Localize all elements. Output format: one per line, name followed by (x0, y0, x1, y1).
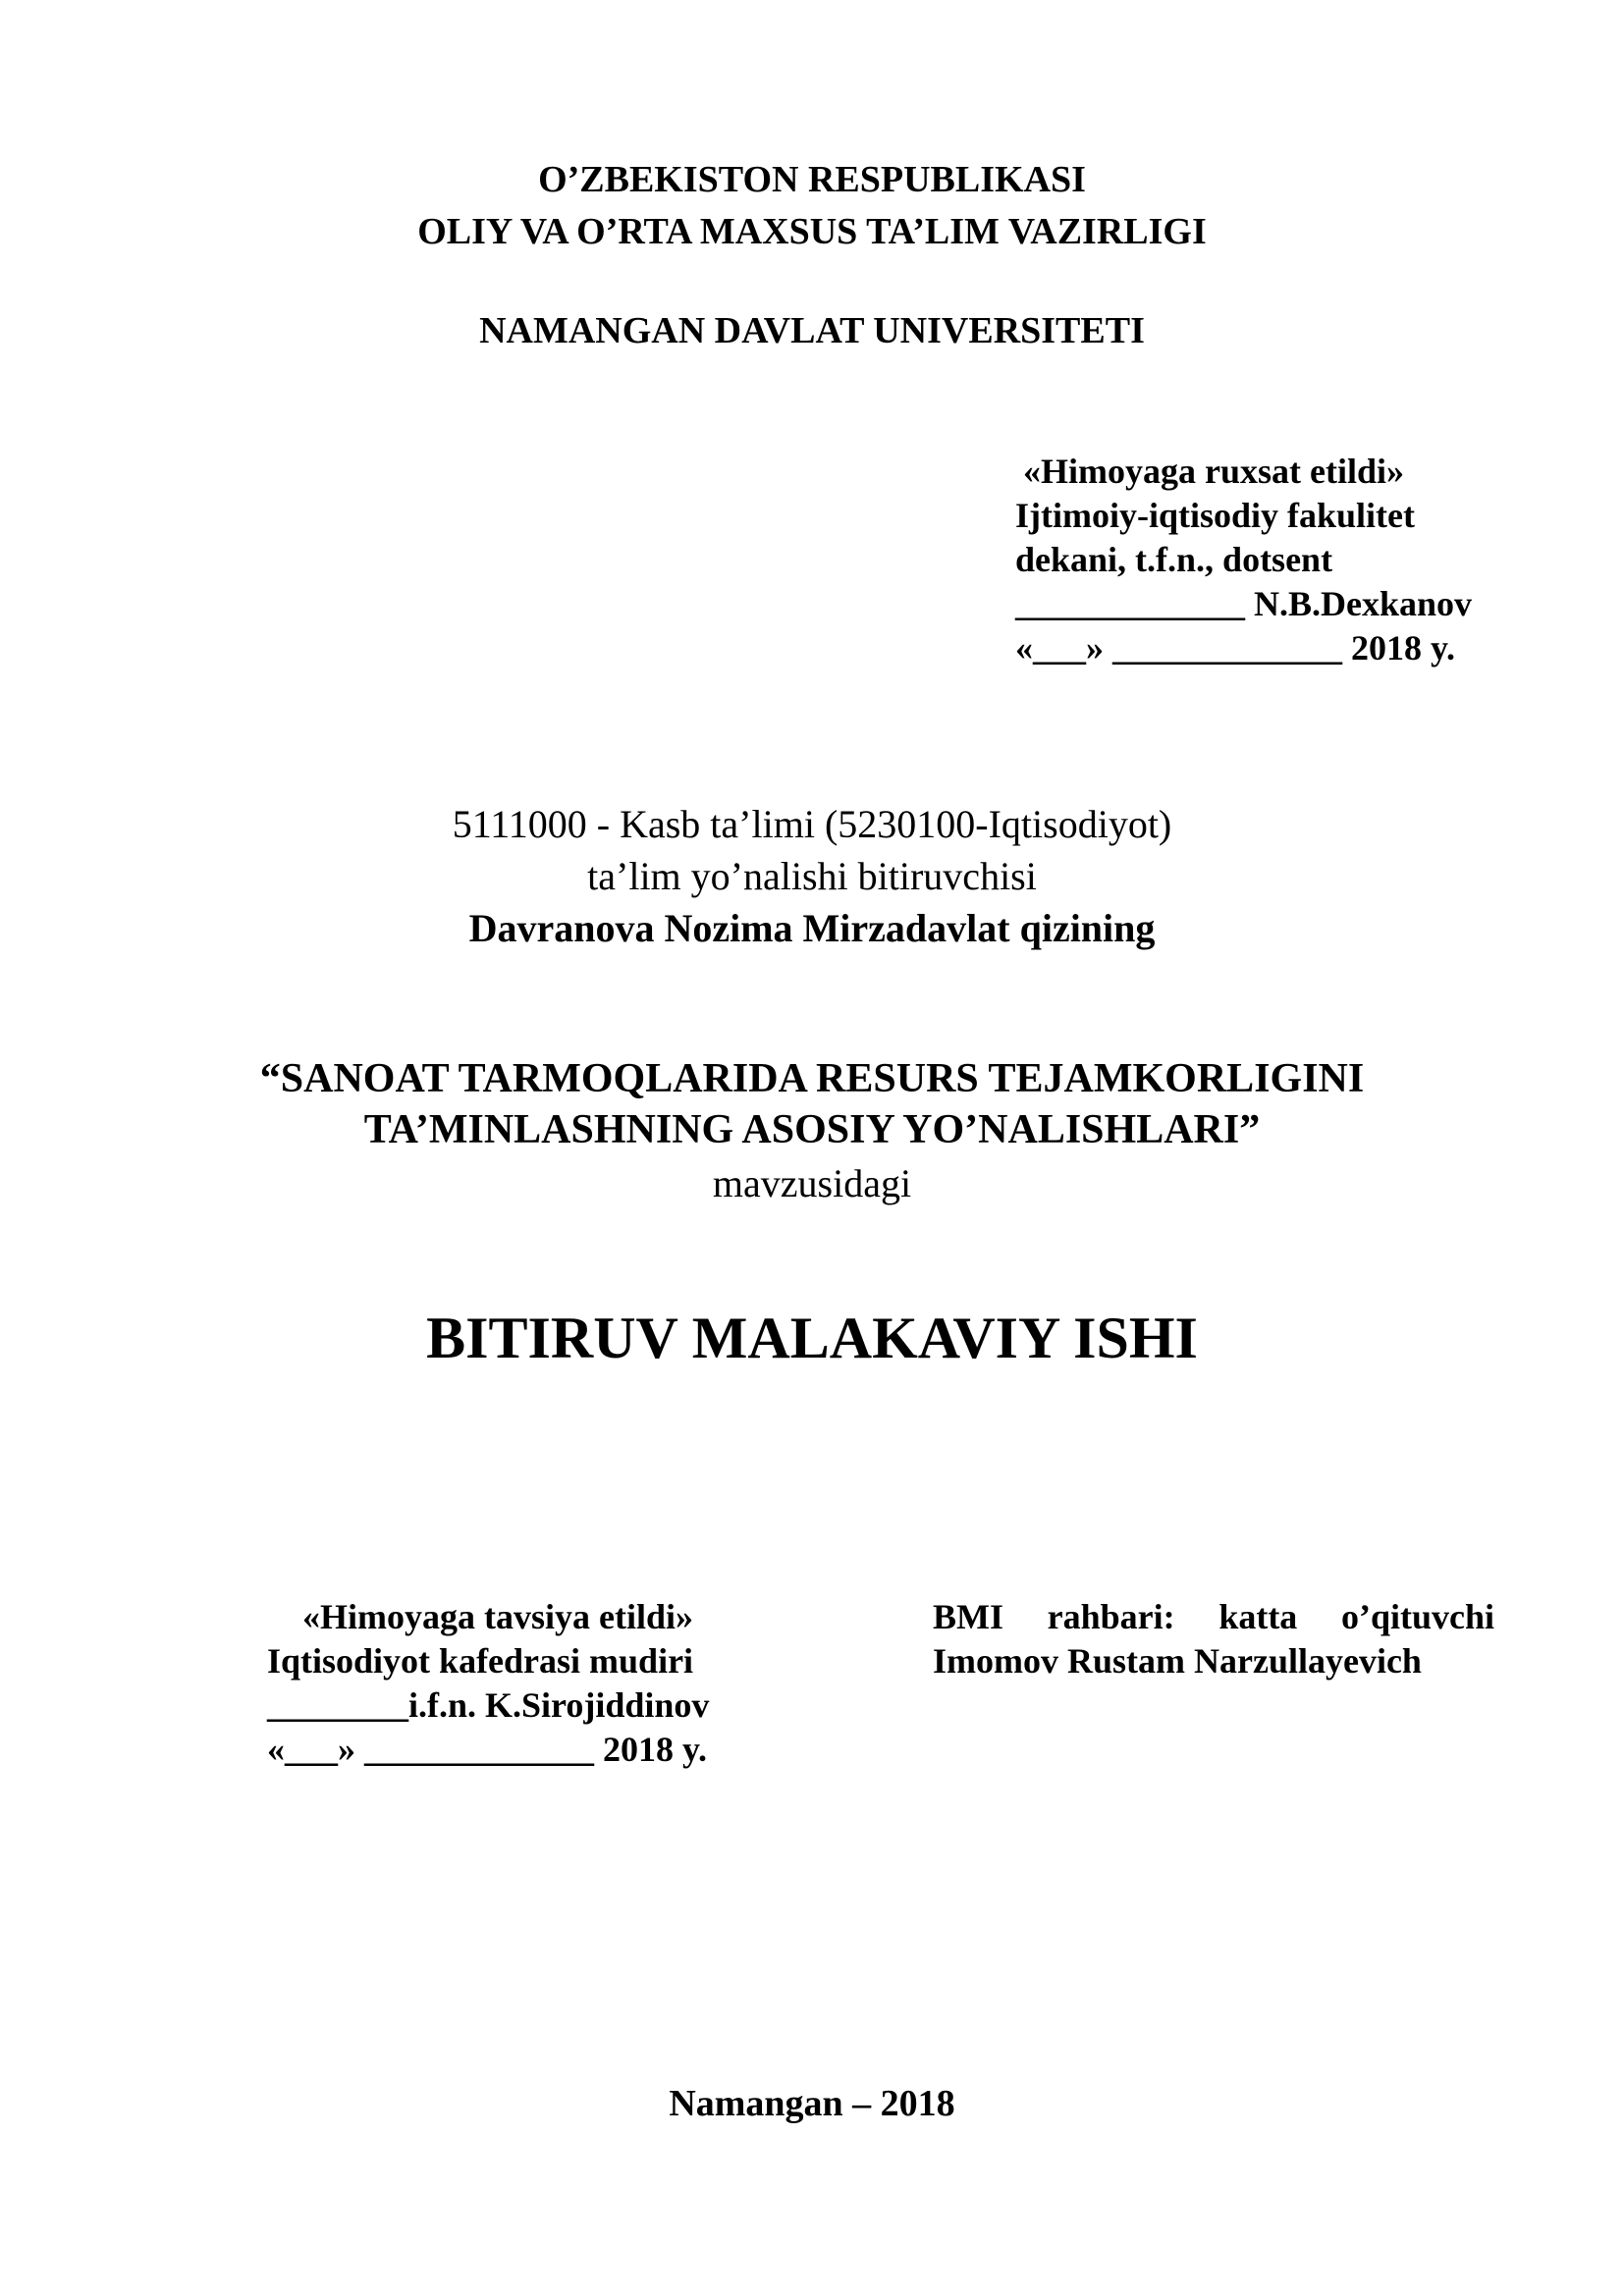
topic-suffix: mavzusidagi (712, 1161, 912, 1205)
approval-block (1015, 450, 1472, 670)
topic-line-1: “SANOAT TARMOQLARIDA RESURS TEJAMKORLIGINI (259, 1056, 1365, 1101)
recommendation-department: Iqtisodiyot kafedrasi mudiri (267, 1641, 694, 1681)
ministry-heading: OLIY VA O’RTA MAXSUS TA’LIM VAZIRLIGI (417, 211, 1207, 252)
supervisor-label-word: katta (1218, 1597, 1298, 1636)
approval-signature-line: _____________ N.B.Dexkanov (1015, 584, 1473, 623)
supervisor-label-word: rahbari: (1047, 1597, 1175, 1636)
place-year: Namangan – 2018 (669, 2083, 955, 2124)
topic-line-2: TA’MINLASHNING ASOSIY YO’NALISHLARI” (363, 1107, 1261, 1152)
recommendation-block (267, 1595, 709, 1772)
direction-line: ta’lim yo’nalishi bitiruvchisi (587, 854, 1037, 898)
approval-faculty: Ijtimoiy-iqtisodiy fakulitet (1015, 496, 1416, 535)
student-name: Davranova Nozima Mirzadavlat qizining (468, 906, 1156, 950)
work-title: BITIRUV MALAKAVIY ISHI (426, 1306, 1198, 1370)
supervisor-block (933, 1595, 1494, 1683)
supervisor-label-word: o’qituvchi (1340, 1597, 1494, 1636)
approval-date-line: «___» _____________ 2018 y. (1015, 628, 1456, 667)
program-line: 5111000 - Kasb ta’limi (5230100-Iqtisodiyot) (452, 802, 1172, 846)
supervisor-name: Imomov Rustam Narzullayevich (933, 1641, 1422, 1681)
supervisor-label-word: BMI (933, 1597, 1003, 1636)
university-heading: NAMANGAN DAVLAT UNIVERSITETI (479, 310, 1145, 351)
approval-title: «Himoyaga ruxsat etildi» (1023, 452, 1404, 491)
recommendation-title: «Himoyaga tavsiya etildi» (302, 1597, 693, 1636)
recommendation-date-line: «___» _____________ 2018 y. (267, 1730, 708, 1769)
supervisor-label (933, 1595, 1494, 1639)
republic-heading: O’ZBEKISTON RESPUBLIKASI (538, 159, 1086, 200)
approval-position: dekani, t.f.n., dotsent (1015, 540, 1333, 579)
recommendation-signature-line: ________i.f.n. K.Sirojiddinov (267, 1685, 710, 1725)
